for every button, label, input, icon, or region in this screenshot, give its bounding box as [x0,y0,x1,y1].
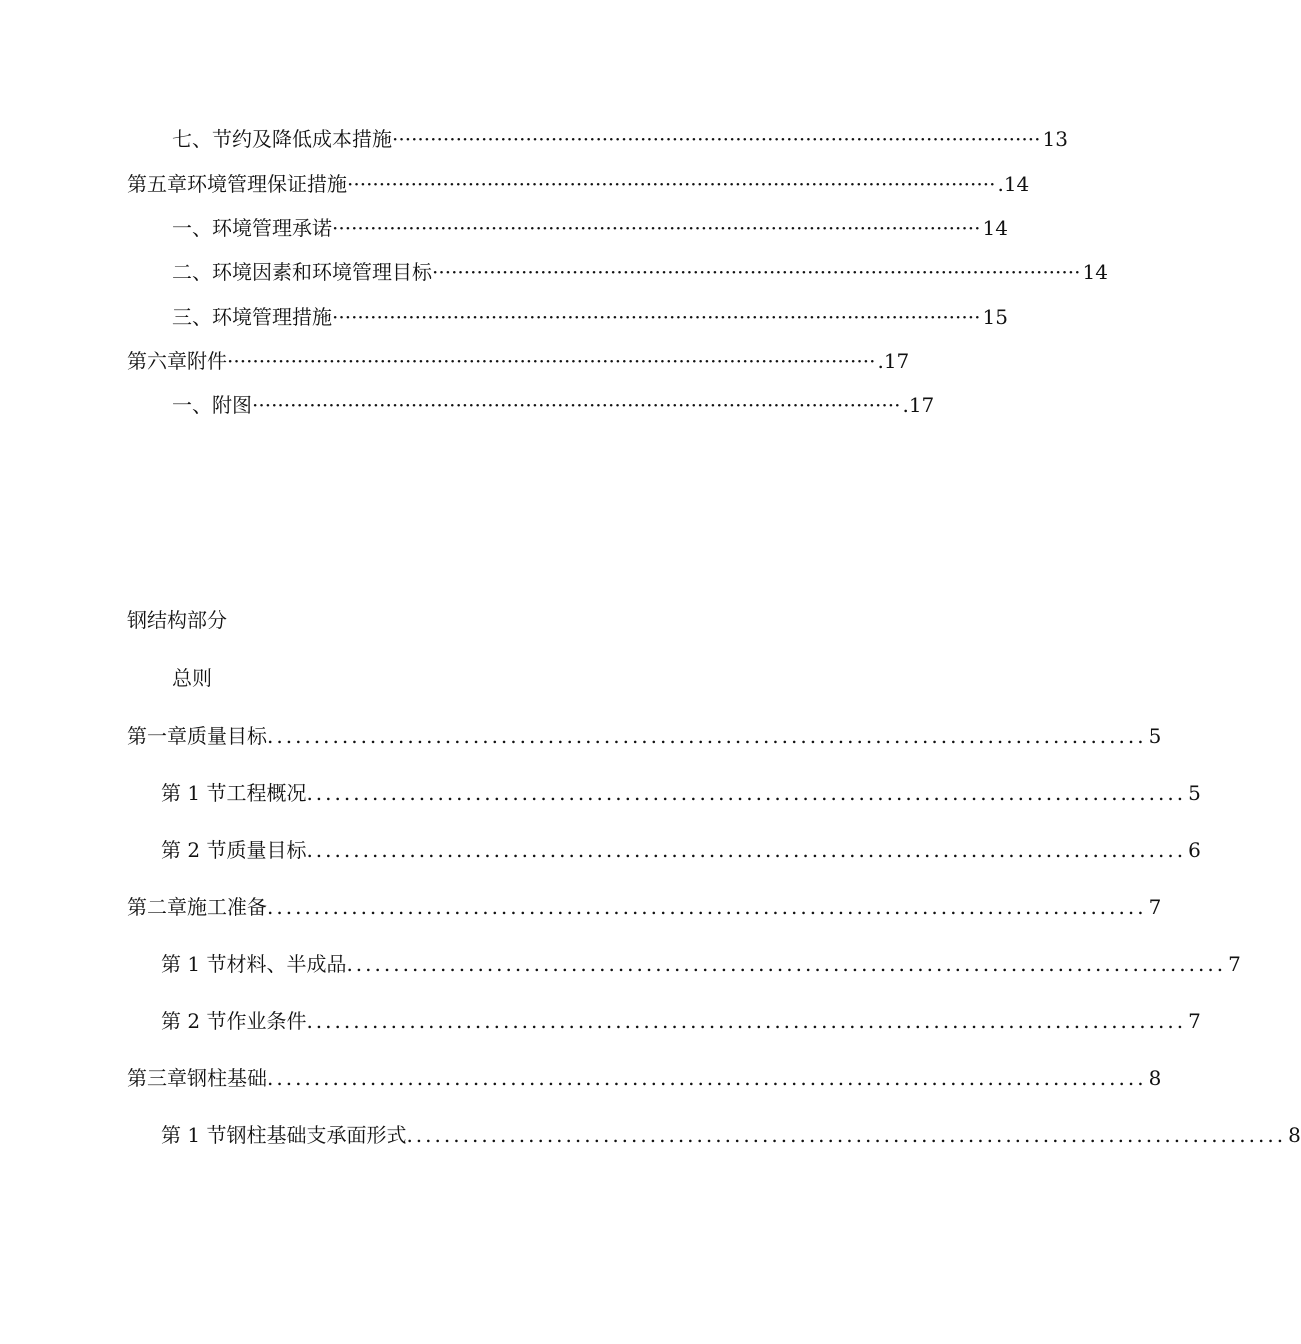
toc-entry-page: 14 [982,216,1008,240]
toc-entry-label: 第二章 [127,895,187,919]
dot-leader: .............................................................................................. [306,1009,1187,1033]
toc-entry-label: 七、节约及降低成本措施 [172,127,392,151]
dot-leader: .............................................................................................. [346,952,1227,976]
toc-entry [161,951,1241,977]
toc-entry-page: 5 [1148,724,1162,748]
toc-entry-page: 7 [1188,1009,1201,1033]
dot-leader: .............................................................................................. [267,1066,1147,1090]
dot-leader: .............................................................................................. [406,1123,1287,1147]
toc-entry-label: 第 2 节 [161,1009,227,1033]
toc-entry-title: 质量目标 [187,724,267,748]
toc-entry [172,392,935,418]
toc-entry-title: 附件 [187,349,227,373]
toc-entry-label: 第 1 节 [161,781,227,805]
dot-leader: .............................................................................................. [306,781,1187,805]
toc-entry-label: 二、环境因素和环境管理目标 [172,260,432,284]
toc-entry-label: 第五章 [127,172,187,196]
toc-entry [172,215,1008,241]
toc-entry-label: 一、附图 [172,393,252,417]
dot-leader: ······································································································ [347,172,996,196]
toc-entry-title: 材料、半成品 [226,952,347,976]
dot-leader: .............................................................................................. [267,724,1147,748]
toc-entry-page: 6 [1188,838,1201,862]
toc-entry-title: 质量目标 [226,838,307,862]
toc-entry-title: 环境管理保证措施 [187,172,347,196]
toc-entry-title: 钢柱基础支承面形式 [226,1123,407,1147]
dot-leader: ······································································································ [432,260,1081,284]
toc-entry-page: .17 [877,349,910,373]
toc-entry-title: 工程概况 [226,781,307,805]
toc-entry-page: 8 [1288,1123,1301,1147]
toc-entry-page: 14 [1082,260,1108,284]
toc-entry-title: 钢柱基础 [187,1066,267,1090]
toc-entry [161,780,1201,806]
sub-heading: 总则 [172,666,212,690]
toc-entry-page: 5 [1188,781,1201,805]
section-heading: 钢结构部分 [127,608,227,632]
toc-entry-label: 第 1 节 [161,952,227,976]
toc-entry-label: 第 1 节 [161,1123,227,1147]
toc-entry-page: 7 [1228,952,1241,976]
dot-leader: ······································································································ [392,127,1041,151]
toc-entry [172,259,1108,285]
toc-entry [161,1122,1301,1148]
toc-entry-title: 作业条件 [226,1009,307,1033]
dot-leader: ······································································································ [332,305,981,329]
toc-entry-title: 施工准备 [187,895,267,919]
toc-entry [161,837,1201,863]
toc-entry-label: 第三章 [127,1066,187,1090]
toc-entry-page: 13 [1042,127,1068,151]
dot-leader: ······································································································ [332,216,981,240]
dot-leader: .............................................................................................. [267,895,1147,919]
dot-leader: .............................................................................................. [306,838,1187,862]
toc-entry [161,1008,1201,1034]
toc-entry-label: 第六章 [127,349,187,373]
toc-entry [127,1065,1162,1091]
toc-entry-page: 15 [982,305,1008,329]
toc-entry-page: .17 [902,393,935,417]
dot-leader: ······································································································ [227,349,876,373]
toc-entry [172,304,1008,330]
toc-entry-page: 7 [1148,895,1162,919]
toc-entry-label: 三、环境管理措施 [172,305,332,329]
toc-entry [127,348,910,374]
toc-entry [127,723,1162,749]
toc-entry-label: 一、环境管理承诺 [172,216,332,240]
toc-entry-page: .14 [997,172,1030,196]
toc-entry-label: 第 2 节 [161,838,227,862]
toc-entry [127,171,1030,197]
toc-entry-label: 第一章 [127,724,187,748]
toc-entry [127,894,1162,920]
dot-leader: ······································································································ [252,393,901,417]
toc-entry-page: 8 [1148,1066,1162,1090]
toc-entry [172,126,1068,152]
